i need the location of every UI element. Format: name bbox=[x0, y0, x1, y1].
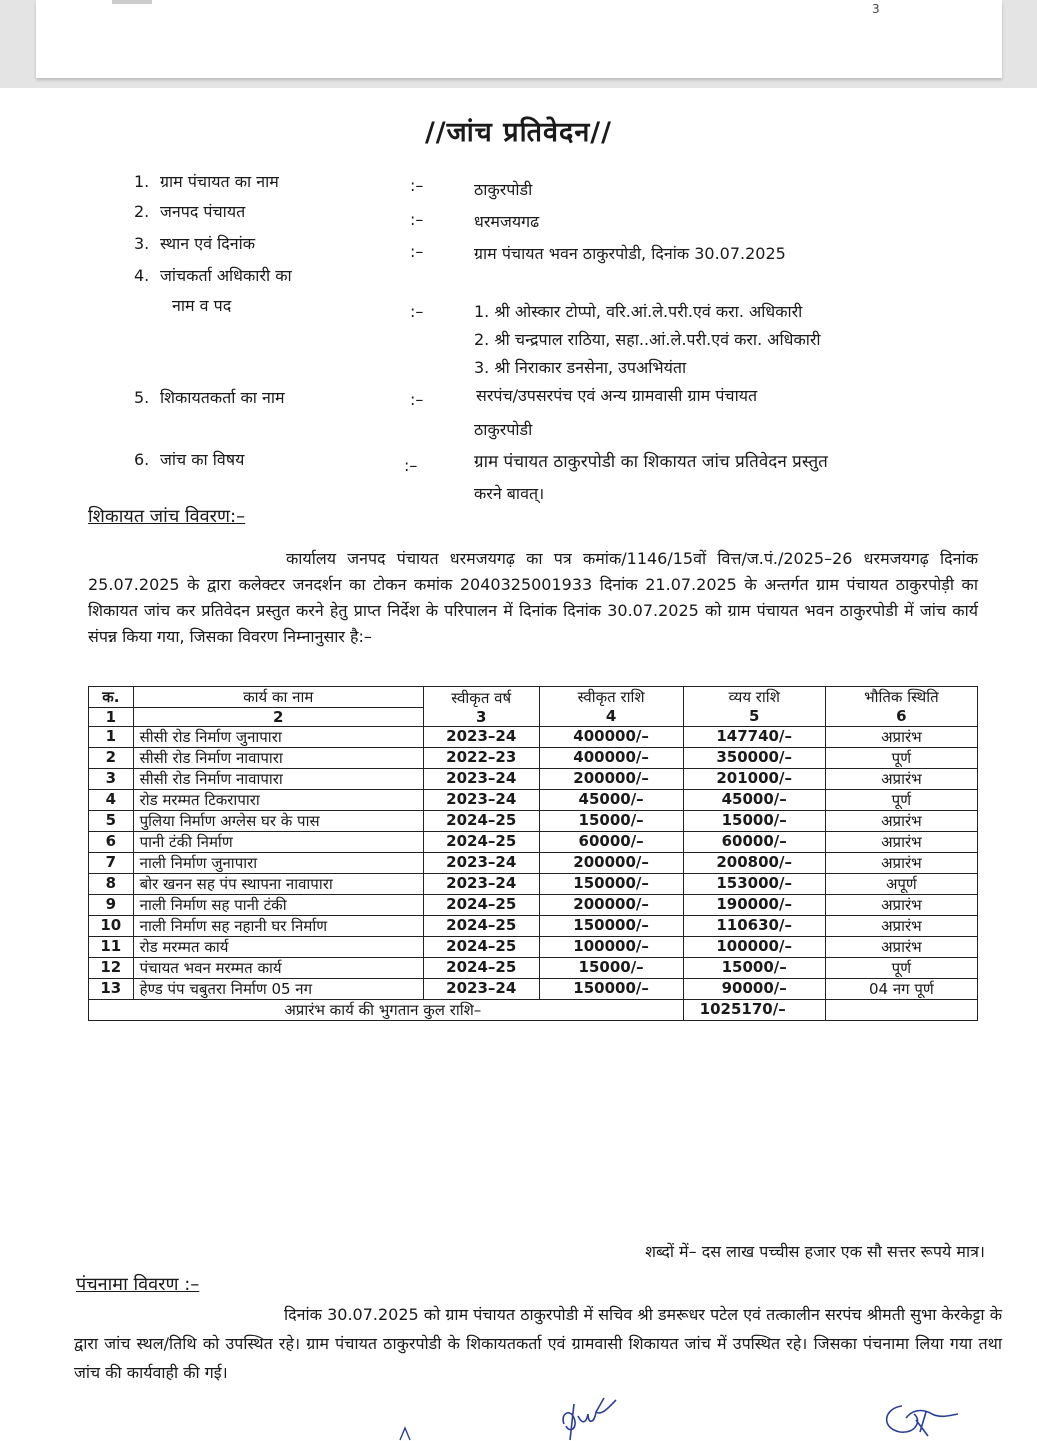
info-label-3: 3. स्थान एवं दिनांक bbox=[134, 234, 256, 253]
page-number: 3 bbox=[872, 2, 880, 16]
cell-work-name: रोड मरम्मत टिकरापारा bbox=[133, 790, 423, 811]
panchnama-paragraph: दिनांक 30.07.2025 को ग्राम पंचायत ठाकुरपोडी में सचिव श्री डमरूधर पटेल एवं तत्कालीन सरपंच श्रीमती सुभा केरकेट्टा के द्वारा जांच स्थल/तिथि को उपस्थित रहे। ग्राम पंचायत ठाकुरपोडी के शिकायतकर्ता एवं ग्रामवासी शिकायत जांच में उपस्थित रहे। जिसका पंचनामा लिया गया तथा जांच की कार्यवाही की गई। bbox=[74, 1305, 1002, 1382]
info-value-6: ग्राम पंचायत ठाकुरपोडी का शिकायत जांच प्रतिवेदन प्रस्तुत bbox=[474, 452, 828, 472]
cell-sanctioned-amount: 100000/– bbox=[539, 937, 683, 958]
works-table bbox=[88, 686, 978, 1021]
info-sep-2: :– bbox=[410, 210, 424, 229]
cell-serial: 13 bbox=[89, 979, 134, 1000]
info-sep-4: :– bbox=[410, 302, 424, 321]
info-label-5: 5. शिकायतकर्ता का नाम bbox=[134, 388, 285, 407]
total-value: 1025170/– bbox=[683, 1000, 825, 1021]
panchnama-heading: पंचनामा विवरण :– bbox=[76, 1274, 200, 1295]
cell-physical-status: पूर्ण bbox=[825, 790, 977, 811]
cell-sanctioned-amount: 150000/– bbox=[539, 874, 683, 895]
signature-2 bbox=[876, 1398, 966, 1441]
table-row bbox=[89, 979, 978, 1000]
info-sep-5: :– bbox=[410, 390, 424, 409]
cell-physical-status: पूर्ण bbox=[825, 958, 977, 979]
info-label-4: 4. जांचकर्ता अधिकारी का bbox=[134, 266, 292, 285]
info-sep-6: :– bbox=[404, 456, 418, 475]
cell-serial: 6 bbox=[89, 832, 134, 853]
info-value-6b: करने बावत्। bbox=[474, 484, 545, 503]
cell-physical-status: अप्रारंभ bbox=[825, 937, 977, 958]
complaint-heading: शिकायत जांच विवरण:– bbox=[88, 506, 246, 527]
info-value-3: ग्राम पंचायत भवन ठाकुरपोडी, दिनांक 30.07.2025 bbox=[474, 244, 786, 263]
cell-serial: 7 bbox=[89, 853, 134, 874]
table-header-row bbox=[89, 687, 978, 708]
cell-sanctioned-amount: 45000/– bbox=[539, 790, 683, 811]
table-row bbox=[89, 895, 978, 916]
cell-physical-status: अप्रारंभ bbox=[825, 832, 977, 853]
cell-work-name: नाली निर्माण सह पानी टंकी bbox=[133, 895, 423, 916]
cell-spent-amount: 201000/– bbox=[683, 769, 825, 790]
cell-spent-amount: 45000/– bbox=[683, 790, 825, 811]
cell-physical-status: 04 नग पूर्ण bbox=[825, 979, 977, 1000]
table-row bbox=[89, 769, 978, 790]
cell-serial: 3 bbox=[89, 769, 134, 790]
cell-work-name: नाली निर्माण जुनापारा bbox=[133, 853, 423, 874]
cell-serial: 10 bbox=[89, 916, 134, 937]
cell-serial: 5 bbox=[89, 811, 134, 832]
table-row bbox=[89, 958, 978, 979]
cell-sanctioned-amount: 150000/– bbox=[539, 979, 683, 1000]
cell-work-name: पंचायत भवन मरम्मत कार्य bbox=[133, 958, 423, 979]
cell-work-name: पुलिया निर्माण अग्लेस घर के पास bbox=[133, 811, 423, 832]
cell-spent-amount: 147740/– bbox=[683, 727, 825, 748]
cell-sanctioned-amount: 200000/– bbox=[539, 769, 683, 790]
cell-year: 2024–25 bbox=[423, 811, 539, 832]
cell-work-name: हेण्ड पंप चबुतरा निर्माण 05 नग bbox=[133, 979, 423, 1000]
info-label-2: 2. जनपद पंचायत bbox=[134, 202, 246, 221]
cell-sanctioned-amount: 150000/– bbox=[539, 916, 683, 937]
officer-2: 2. श्री चन्द्रपाल राठिया, सहा..आं.ले.परी.एवं करा. अधिकारी bbox=[474, 330, 821, 349]
table-row bbox=[89, 790, 978, 811]
cell-serial: 2 bbox=[89, 748, 134, 769]
cell-sanctioned-amount: 15000/– bbox=[539, 958, 683, 979]
cell-year: 2023–24 bbox=[423, 874, 539, 895]
officer-1: 1. श्री ओस्कार टोप्पो, वरि.आं.ले.परी.एवं करा. अधिकारी bbox=[474, 302, 803, 321]
cell-work-name: बोर खनन सह पंप स्थापना नावापारा bbox=[133, 874, 423, 895]
cell-serial: 9 bbox=[89, 895, 134, 916]
header-year: स्वीकृत वर्ष 3 bbox=[423, 687, 539, 727]
table-row bbox=[89, 874, 978, 895]
cell-spent-amount: 60000/– bbox=[683, 832, 825, 853]
cell-physical-status: अपूर्ण bbox=[825, 874, 977, 895]
cell-year: 2023–24 bbox=[423, 979, 539, 1000]
col-num-2: 2 bbox=[133, 708, 423, 727]
cell-spent-amount: 200800/– bbox=[683, 853, 825, 874]
info-label-6: 6. जांच का विषय bbox=[134, 450, 245, 469]
total-label: अप्रारंभ कार्य की भुगतान कुल राशि– bbox=[89, 1000, 684, 1021]
cell-serial: 11 bbox=[89, 937, 134, 958]
cell-sanctioned-amount: 400000/– bbox=[539, 748, 683, 769]
cell-year: 2024–25 bbox=[423, 937, 539, 958]
header-work-name: कार्य का नाम bbox=[133, 687, 423, 708]
info-label-4b: नाम व पद bbox=[172, 296, 232, 315]
cell-year: 2022–23 bbox=[423, 748, 539, 769]
table-row bbox=[89, 832, 978, 853]
info-label-1: 1. ग्राम पंचायत का नाम bbox=[134, 172, 279, 191]
cell-work-name: पानी टंकी निर्माण bbox=[133, 832, 423, 853]
info-value-5b: ठाकुरपोडी bbox=[474, 420, 533, 439]
previous-page-edge bbox=[36, 0, 1002, 78]
info-sep-1: :– bbox=[410, 176, 424, 195]
cell-physical-status: पूर्ण bbox=[825, 748, 977, 769]
info-value-5: सरपंच/उपसरपंच एवं अन्य ग्रामवासी ग्राम पंचायत bbox=[476, 386, 758, 405]
cell-sanctioned-amount: 200000/– bbox=[539, 895, 683, 916]
cell-work-name: सीसी रोड निर्माण नावापारा bbox=[133, 748, 423, 769]
document-title: //जांच प्रतिवेदन// bbox=[424, 117, 613, 148]
cell-physical-status: अप्रारंभ bbox=[825, 853, 977, 874]
cell-work-name: सीसी रोड निर्माण नावापारा bbox=[133, 769, 423, 790]
table-row bbox=[89, 748, 978, 769]
cell-sanctioned-amount: 400000/– bbox=[539, 727, 683, 748]
cell-work-name: नाली निर्माण सह नहानी घर निर्माण bbox=[133, 916, 423, 937]
header-status: भौतिक स्थिति 6 bbox=[825, 687, 977, 727]
cell-work-name: रोड मरम्मत कार्य bbox=[133, 937, 423, 958]
signature-1 bbox=[556, 1394, 626, 1441]
cell-physical-status: अप्रारंभ bbox=[825, 811, 977, 832]
cell-spent-amount: 153000/– bbox=[683, 874, 825, 895]
cell-spent-amount: 100000/– bbox=[683, 937, 825, 958]
cell-sanctioned-amount: 15000/– bbox=[539, 811, 683, 832]
cell-spent-amount: 350000/– bbox=[683, 748, 825, 769]
cell-year: 2023–24 bbox=[423, 769, 539, 790]
cell-spent-amount: 90000/– bbox=[683, 979, 825, 1000]
cell-year: 2024–25 bbox=[423, 895, 539, 916]
cell-year: 2023–24 bbox=[423, 727, 539, 748]
col-num-1: 1 bbox=[89, 708, 134, 727]
cell-year: 2023–24 bbox=[423, 853, 539, 874]
cell-sanctioned-amount: 200000/– bbox=[539, 853, 683, 874]
cell-serial: 1 bbox=[89, 727, 134, 748]
total-empty-cell bbox=[825, 1000, 977, 1021]
header-serial: क. bbox=[89, 687, 134, 708]
faint-text-mark bbox=[112, 0, 152, 4]
table-row bbox=[89, 853, 978, 874]
officer-3: 3. श्री निराकार डनसेना, उपअभियंता bbox=[474, 358, 687, 377]
info-value-2: धरमजयगढ bbox=[474, 212, 540, 231]
cell-year: 2024–25 bbox=[423, 916, 539, 937]
cell-work-name: सीसी रोड निर्माण जुनापारा bbox=[133, 727, 423, 748]
cell-physical-status: अप्रारंभ bbox=[825, 916, 977, 937]
cell-year: 2024–25 bbox=[423, 832, 539, 853]
cell-spent-amount: 110630/– bbox=[683, 916, 825, 937]
complaint-paragraph: कार्यालय जनपद पंचायत धरमजयगढ़ का पत्र कमांक/1146/15वों वित्त/ज.पं./2025–26 धरमजयगढ़ दिनांक 25.07.2025 के द्वारा कलेक्टर जनदर्शन का टोकन कमांक 2040325001933 दिनांक 21.07.2025 के अन्तर्गत ग्राम पंचायत ठाकुरपोड़ी का शिकायत जांच कर प्रतिवेदन प्रस्तुत करने हेतु प्राप्त निर्देश के परिपालन में दिनांक दिनांक 30.07.2025 को ग्राम पंचायत भवन ठाकुरपोडी में जांच कार्य संपन्न किया गया, जिसका विवरण निम्नानुसार है:– bbox=[88, 549, 978, 646]
cell-spent-amount: 15000/– bbox=[683, 811, 825, 832]
table-row bbox=[89, 811, 978, 832]
cell-serial: 12 bbox=[89, 958, 134, 979]
amount-in-words: शब्दों में– दस लाख पच्चीस हजार एक सौ सत्तर रूपये मात्र। bbox=[645, 1242, 985, 1261]
table-row bbox=[89, 937, 978, 958]
cell-sanctioned-amount: 60000/– bbox=[539, 832, 683, 853]
header-spent: व्यय राशि 5 bbox=[683, 687, 825, 727]
cell-spent-amount: 15000/– bbox=[683, 958, 825, 979]
cell-physical-status: अप्रारंभ bbox=[825, 769, 977, 790]
cell-spent-amount: 190000/– bbox=[683, 895, 825, 916]
header-sanctioned: स्वीकृत राशि 4 bbox=[539, 687, 683, 727]
signature-3-partial bbox=[398, 1426, 412, 1441]
cell-year: 2024–25 bbox=[423, 958, 539, 979]
table-row bbox=[89, 916, 978, 937]
table-row bbox=[89, 727, 978, 748]
info-sep-3: :– bbox=[410, 242, 424, 261]
cell-year: 2023–24 bbox=[423, 790, 539, 811]
cell-physical-status: अप्रारंभ bbox=[825, 895, 977, 916]
cell-serial: 4 bbox=[89, 790, 134, 811]
total-row bbox=[89, 1000, 978, 1021]
cell-serial: 8 bbox=[89, 874, 134, 895]
cell-physical-status: अप्रारंभ bbox=[825, 727, 977, 748]
info-value-1: ठाकुरपोडी bbox=[474, 180, 533, 199]
